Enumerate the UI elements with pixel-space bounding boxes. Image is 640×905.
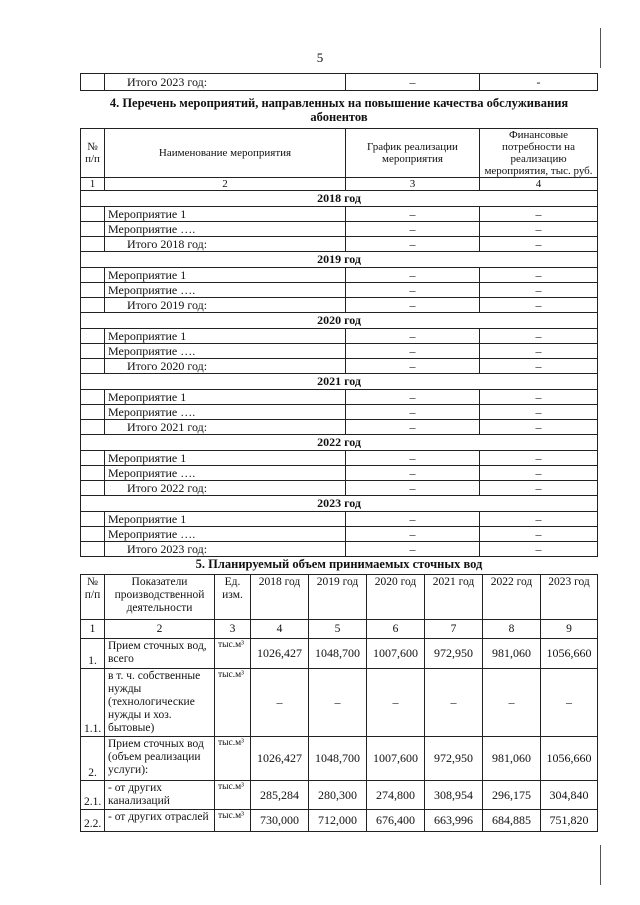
value-cell: 972,950: [425, 737, 483, 781]
total-label: Итого 2018 год:: [105, 237, 346, 252]
year-group-row: [81, 191, 598, 207]
col-number: 5: [309, 620, 367, 639]
value-cell: 981,060: [483, 737, 541, 781]
value-cell: 280,300: [309, 781, 367, 810]
col-number: 3: [215, 620, 251, 639]
header-year: 2019 год: [309, 575, 367, 620]
header-row: [81, 575, 598, 620]
section4-title-line1: 4. Перечень мероприятий, направленных на повышение качества обслуживания: [109, 96, 569, 110]
value-cell: 712,000: [309, 810, 367, 832]
schedule-cell: –: [346, 405, 480, 420]
col-number: 2: [105, 620, 215, 639]
measure-name: Мероприятие 1: [105, 390, 346, 405]
schedule-cell: –: [346, 542, 480, 557]
row-number-cell: [81, 237, 105, 252]
measures-table: [80, 128, 598, 557]
header-unit: Ед. изм.: [215, 575, 251, 620]
col-number: 1: [81, 620, 105, 639]
measure-name: Мероприятие 1: [105, 451, 346, 466]
col-number: 1: [81, 178, 105, 191]
row-number-cell: [81, 268, 105, 283]
value-cell: 663,996: [425, 810, 483, 832]
row-number-cell: [81, 527, 105, 542]
unit-cell: тыс.м³: [215, 737, 251, 781]
col-number: 8: [483, 620, 541, 639]
header-finance: Финансовые потребности на реализацию мероприятия, тыс. руб.: [480, 129, 598, 178]
row-number-cell: [81, 420, 105, 435]
schedule-cell: –: [346, 481, 480, 496]
wastewater-table-body: [81, 639, 598, 832]
finance-cell: –: [480, 298, 598, 313]
total-label: Итого 2019 год:: [105, 298, 346, 313]
header-num: № п/п: [81, 575, 105, 620]
col-number: 6: [367, 620, 425, 639]
col-number: 2: [105, 178, 346, 191]
value-cell: 1007,600: [367, 737, 425, 781]
value-cell: –: [309, 669, 367, 737]
table-row: [81, 810, 598, 832]
row-number-cell: [81, 481, 105, 496]
section4-title-line2: абонентов: [310, 110, 368, 124]
value-cell: 751,820: [541, 810, 598, 832]
row-number-cell: [81, 74, 105, 91]
finance-cell: –: [480, 207, 598, 222]
total-label: Итого 2022 год:: [105, 481, 346, 496]
schedule-cell: –: [346, 451, 480, 466]
section4-title: [80, 96, 598, 124]
schedule-cell: –: [346, 74, 480, 91]
value-cell: –: [367, 669, 425, 737]
finance-cell: –: [480, 329, 598, 344]
value-cell: –: [425, 669, 483, 737]
col-number: 9: [541, 620, 598, 639]
table-row: [81, 481, 598, 496]
row-number-cell: [81, 542, 105, 557]
row-number-cell: [81, 466, 105, 481]
year-heading: 2023 год: [81, 496, 598, 512]
value-cell: –: [251, 669, 309, 737]
value-cell: 730,000: [251, 810, 309, 832]
indicator-label: в т. ч. собственные нужды (технологические нужды и хоз. бытовые): [105, 669, 215, 737]
value-cell: 981,060: [483, 639, 541, 669]
total-label: Итого 2023 год:: [105, 542, 346, 557]
year-group-row: [81, 374, 598, 390]
col-number: 4: [251, 620, 309, 639]
year-heading: 2020 год: [81, 313, 598, 329]
table-row: [81, 298, 598, 313]
table-row: [81, 268, 598, 283]
table-row: [81, 781, 598, 810]
indicator-label: - от других отраслей: [105, 810, 215, 832]
value-cell: 1056,660: [541, 737, 598, 781]
finance-cell: –: [480, 527, 598, 542]
finance-cell: –: [480, 390, 598, 405]
row-number-cell: [81, 451, 105, 466]
measure-name: Мероприятие ….: [105, 466, 346, 481]
finance-cell: –: [480, 466, 598, 481]
finance-cell: –: [480, 451, 598, 466]
row-number: 2.: [81, 737, 105, 781]
wastewater-volume-table: [80, 574, 598, 832]
schedule-cell: –: [346, 283, 480, 298]
row-number: 2.2.: [81, 810, 105, 832]
total-label: Итого 2021 год:: [105, 420, 346, 435]
row-number-cell: [81, 512, 105, 527]
row-number-cell: [81, 390, 105, 405]
table-row: [81, 222, 598, 237]
measure-name: Мероприятие ….: [105, 222, 346, 237]
value-cell: 304,840: [541, 781, 598, 810]
table-row: [81, 451, 598, 466]
finance-cell: –: [480, 481, 598, 496]
year-heading: 2021 год: [81, 374, 598, 390]
schedule-cell: –: [346, 420, 480, 435]
row-number-cell: [81, 405, 105, 420]
table-row: [81, 344, 598, 359]
header-row: [81, 129, 598, 178]
measure-name: Мероприятие 1: [105, 512, 346, 527]
header-year: 2021 год: [425, 575, 483, 620]
measures-table-body: [81, 191, 598, 557]
section5-title: 5. Планируемый объем принимаемых сточных вод: [195, 557, 483, 571]
total-label: Итого 2020 год:: [105, 359, 346, 374]
value-cell: 274,800: [367, 781, 425, 810]
finance-cell: –: [480, 420, 598, 435]
value-cell: 308,954: [425, 781, 483, 810]
value-cell: 1056,660: [541, 639, 598, 669]
schedule-cell: –: [346, 359, 480, 374]
schedule-cell: –: [346, 329, 480, 344]
table-row: [81, 283, 598, 298]
schedule-cell: –: [346, 207, 480, 222]
page-number: 5: [316, 50, 324, 65]
measure-name: Мероприятие ….: [105, 405, 346, 420]
year-group-row: [81, 313, 598, 329]
table-row: [81, 639, 598, 669]
schedule-cell: –: [346, 466, 480, 481]
header-year: 2023 год: [541, 575, 598, 620]
year-heading: 2019 год: [81, 252, 598, 268]
finance-cell: –: [480, 283, 598, 298]
row-number: 1.: [81, 639, 105, 669]
schedule-cell: –: [346, 512, 480, 527]
row-number-cell: [81, 222, 105, 237]
finance-cell: –: [480, 344, 598, 359]
finance-cell: –: [480, 268, 598, 283]
header-name: Наименование мероприятия: [105, 129, 346, 178]
value-cell: –: [541, 669, 598, 737]
header-year: 2018 год: [251, 575, 309, 620]
value-cell: 676,400: [367, 810, 425, 832]
finance-cell: –: [480, 237, 598, 252]
header-year: 2020 год: [367, 575, 425, 620]
unit-cell: тыс.м³: [215, 810, 251, 832]
col-number: 7: [425, 620, 483, 639]
table-row: [81, 737, 598, 781]
finance-cell: –: [480, 222, 598, 237]
previous-page-continuation-table: [80, 73, 598, 91]
year-heading: 2018 год: [81, 191, 598, 207]
table-row: [81, 669, 598, 737]
indicator-label: - от других канализаций: [105, 781, 215, 810]
year-heading: 2022 год: [81, 435, 598, 451]
unit-cell: тыс.м³: [215, 669, 251, 737]
value-cell: 285,284: [251, 781, 309, 810]
value-cell: 1026,427: [251, 737, 309, 781]
col-number: 4: [480, 178, 598, 191]
year-group-row: [81, 252, 598, 268]
measure-name: Мероприятие 1: [105, 329, 346, 344]
measure-name: Мероприятие 1: [105, 268, 346, 283]
column-number-row: [81, 178, 598, 191]
year-group-row: [81, 435, 598, 451]
year-group-row: [81, 496, 598, 512]
table-row: [81, 466, 598, 481]
finance-cell: –: [480, 512, 598, 527]
finance-cell: –: [480, 359, 598, 374]
unit-cell: тыс.м³: [215, 639, 251, 669]
value-cell: 1048,700: [309, 639, 367, 669]
table-row: [81, 237, 598, 252]
schedule-cell: –: [346, 527, 480, 542]
row-number-cell: [81, 344, 105, 359]
schedule-cell: –: [346, 237, 480, 252]
scan-margin-mark: [600, 845, 601, 885]
value-cell: 1048,700: [309, 737, 367, 781]
row-number-cell: [81, 359, 105, 374]
table-row: [81, 527, 598, 542]
header-schedule: График реализации мероприятия: [346, 129, 480, 178]
measure-name: Мероприятие 1: [105, 207, 346, 222]
value-cell: –: [483, 669, 541, 737]
schedule-cell: –: [346, 298, 480, 313]
measure-name: Мероприятие ….: [105, 527, 346, 542]
schedule-cell: –: [346, 268, 480, 283]
header-year: 2022 год: [483, 575, 541, 620]
finance-cell: -: [480, 74, 598, 91]
finance-cell: –: [480, 542, 598, 557]
table-row: [81, 420, 598, 435]
row-number-cell: [81, 298, 105, 313]
value-cell: 972,950: [425, 639, 483, 669]
value-cell: 296,175: [483, 781, 541, 810]
row-number: 1.1.: [81, 669, 105, 737]
table-row: [81, 359, 598, 374]
table-row: [81, 542, 598, 557]
table-row: [81, 207, 598, 222]
schedule-cell: –: [346, 344, 480, 359]
column-number-row: [81, 620, 598, 639]
table-row: [81, 405, 598, 420]
unit-cell: тыс.м³: [215, 781, 251, 810]
col-number: 3: [346, 178, 480, 191]
header-num: № п/п: [81, 129, 105, 178]
scan-margin-mark: [600, 28, 601, 68]
header-indicator: Показатели производственной деятельности: [105, 575, 215, 620]
finance-cell: –: [480, 405, 598, 420]
schedule-cell: –: [346, 390, 480, 405]
schedule-cell: –: [346, 222, 480, 237]
value-cell: 684,885: [483, 810, 541, 832]
measure-name: Мероприятие ….: [105, 344, 346, 359]
table-row: [81, 512, 598, 527]
table-row: [81, 329, 598, 344]
measure-name: Мероприятие ….: [105, 283, 346, 298]
indicator-label: Прием сточных вод (объем реализации услуги):: [105, 737, 215, 781]
indicator-label: Прием сточных вод, всего: [105, 639, 215, 669]
table-row: [81, 390, 598, 405]
row-number: 2.1.: [81, 781, 105, 810]
value-cell: 1026,427: [251, 639, 309, 669]
value-cell: 1007,600: [367, 639, 425, 669]
total-label: Итого 2023 год:: [105, 74, 346, 91]
table-row: [81, 74, 598, 91]
row-number-cell: [81, 329, 105, 344]
row-number-cell: [81, 283, 105, 298]
row-number-cell: [81, 207, 105, 222]
